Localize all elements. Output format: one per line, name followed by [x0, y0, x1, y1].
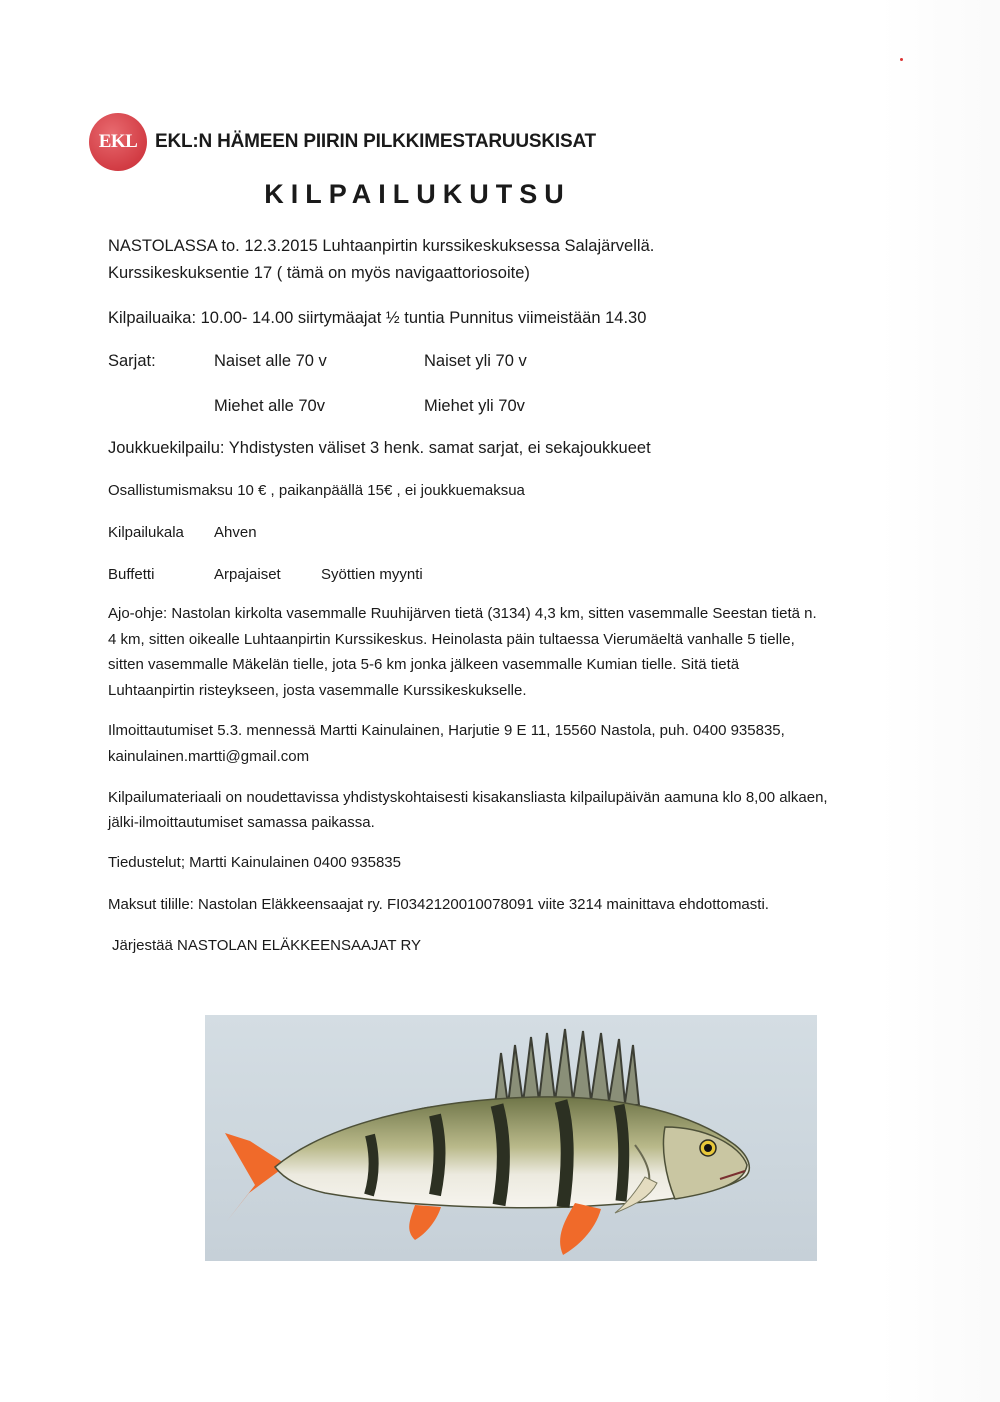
series-label: Sarjat:	[108, 352, 156, 370]
organizer: Järjestää NASTOLAN ELÄKKEENSAAJAT RY	[112, 937, 422, 954]
series-men-under-70: Miehet alle 70v	[214, 397, 325, 415]
directions-line-4: Luhtaanpirtin risteykseen, josta vasemmalle Kurssikeskukselle.	[108, 682, 527, 699]
competition-time: Kilpailuaika: 10.00- 14.00 siirtymäajat ½ tuntia Punnitus viimeistään 14.30	[108, 309, 647, 327]
location-line-1: NASTOLASSA to. 12.3.2015 Luhtaanpirtin kurssikeskuksessa Salajärvellä.	[108, 237, 655, 255]
directions-line-1: Ajo-ohje: Nastolan kirkolta vasemmalle Ruuhijärven tietä (3134) 4,3 km, sitten vasemmalle Seestan tietä n.	[108, 605, 817, 622]
extra-bait-sales: Syöttien myynti	[321, 566, 423, 583]
materials-line-1: Kilpailumateriaali on noudettavissa yhdistyskohtaisesti kisakansliasta kilpailupäivän aamuna klo 8,00 alkaen,	[108, 789, 828, 806]
perch-fish-icon	[205, 1015, 817, 1261]
page-title: KILPAILUKUTSU	[264, 179, 571, 209]
inquiries: Tiedustelut; Martti Kainulainen 0400 935835	[108, 854, 401, 871]
materials-line-2: jälki-ilmoittautumiset samassa paikassa.	[108, 814, 375, 831]
team-competition: Joukkuekilpailu: Yhdistysten väliset 3 henk. samat sarjat, ei sekajoukkueet	[108, 439, 651, 457]
ekl-logo	[89, 113, 147, 171]
registration-line-1: Ilmoittautumiset 5.3. mennessä Martti Kainulainen, Harjutie 9 E 11, 15560 Nastola, puh. 0400 935835,	[108, 722, 785, 739]
species-value: Ahven	[214, 524, 257, 541]
extra-buffet: Buffetti	[108, 566, 155, 583]
species-label: Kilpailukala	[108, 524, 184, 541]
directions-line-3: sitten vasemmalle Mäkelän tielle, jota 5-6 km jonka jälkeen vasemmalle Kumian tielle. Sitä tietä	[108, 656, 740, 673]
registration-email: kainulainen.martti@gmail.com	[108, 748, 310, 765]
series-women-under-70: Naiset alle 70 v	[214, 352, 327, 370]
location-line-2: Kurssikeskuksentie 17 ( tämä on myös navigaattoriosoite)	[108, 264, 530, 282]
payment-details: Maksut tilille: Nastolan Eläkkeensaajat ry. FI0342120010078091 viite 3214 mainittava ehdottomasti.	[108, 896, 769, 913]
extra-lottery: Arpajaiset	[214, 566, 281, 583]
event-header: EKL:N HÄMEEN PIIRIN PILKKIMESTARUUSKISAT	[155, 131, 596, 152]
scan-edge-shading	[880, 0, 1000, 1402]
series-men-over-70: Miehet yli 70v	[424, 397, 525, 415]
participation-fee: Osallistumismaksu 10 € , paikanpäällä 15€ , ei joukkuemaksua	[108, 482, 525, 499]
red-speck	[900, 58, 903, 61]
series-women-over-70: Naiset yli 70 v	[424, 352, 527, 370]
ekl-logo-text: EKL	[98, 131, 138, 152]
perch-fish-photo	[205, 1015, 817, 1261]
directions-line-2: 4 km, sitten oikealle Luhtaanpirtin Kurssikeskus. Heinolasta päin tultaessa Vierumäeltä vanhalle 5 tielle,	[108, 631, 795, 648]
